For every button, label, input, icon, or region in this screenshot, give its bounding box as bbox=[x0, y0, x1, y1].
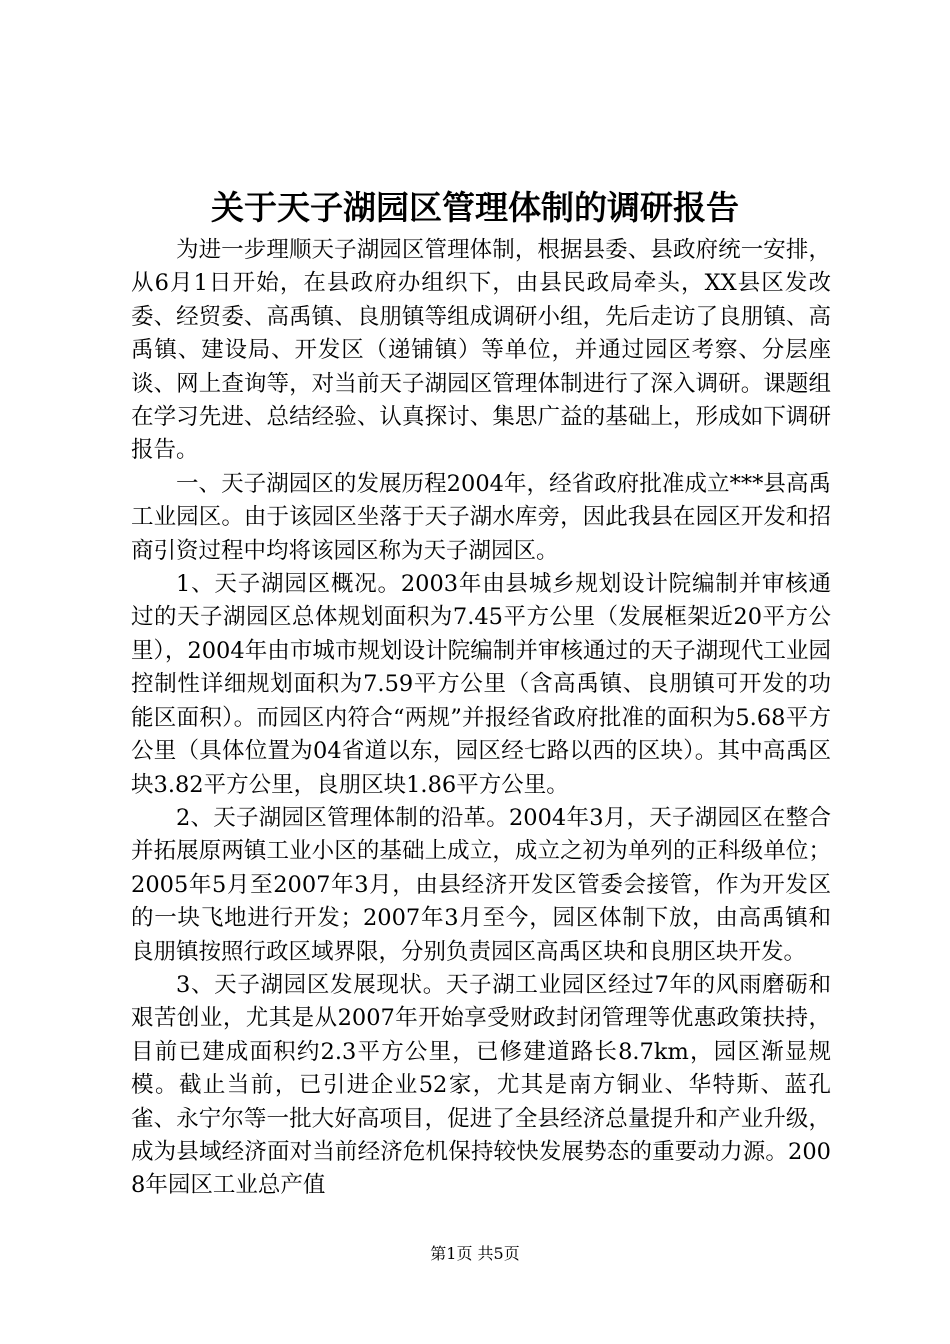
paragraph-status: 3、天子湖园区发展现状。天子湖工业园区经过7年的风雨磨砺和艰苦创业，尤其是从2007年开始享受财政封闭管理等优惠政策扶持，目前已建成面积约2.3平方公里，已修建道路长8.7km，园区渐显规模。截止当前，已引进企业52家，尤其是南方铜业、华特斯、蓝孔雀、永宁尔等一批大好高项目，促进了全县经济总量提升和产业升级，成为县域经济面对当前经济危机保持较快发展势态的重要动力源。2008年园区工业总产值 bbox=[131, 971, 831, 1199]
document-body bbox=[131, 234, 831, 1203]
paragraph-section-1: 一、天子湖园区的发展历程2004年，经省政府批准成立***县高禹工业园区。由于该园区坐落于天子湖水库旁，因此我县在园区开发和招商引资过程中均将该园区称为天子湖园区。 bbox=[131, 470, 831, 564]
paragraph-history: 2、天子湖园区管理体制的沿革。2004年3月，天子湖园区在整合并拓展原两镇工业小区的基础上成立，成立之初为单列的正科级单位；2005年5月至2007年3月，由县经济开发区管委会接管，作为开发区的一块飞地进行开发；2007年3月至今，园区体制下放，由高禹镇和良朋镇按照行政区域界限，分别负责园区高禹区块和良朋区块开发。 bbox=[131, 804, 831, 965]
document-title: 关于天子湖园区管理体制的调研报告 bbox=[211, 188, 739, 227]
paragraph-overview: 1、天子湖园区概况。2003年由县城乡规划设计院编制并审核通过的天子湖园区总体规划面积为7.45平方公里（发展框架近20平方公里），2004年由市城市规划设计院编制并审核通过的天子湖现代工业园控制性详细规划面积为7.59平方公里（含高禹镇、良朋镇可开发的功能区面积）。而园区内符合“两规”并报经省政府批准的面积为5.68平方公里（具体位置为04省道以东，园区经七路以西的区块）。其中高禹区块3.82平方公里，良朋区块1.86平方公里。 bbox=[131, 571, 831, 798]
page-footer: 第1页 共5页 bbox=[430, 1244, 520, 1263]
paragraph-intro: 为进一步理顺天子湖园区管理体制，根据县委、县政府统一安排，从6月1日开始，在县政府办组织下，由县民政局牵头，XX县区发改委、经贸委、高禹镇、良朋镇等组成调研小组，先后走访了良朋镇、高禹镇、建设局、开发区（递铺镇）等单位，并通过园区考察、分层座谈、网上查询等，对当前天子湖园区管理体制进行了深入调研。课题组在学习先进、总结经验、认真探讨、集思广益的基础上，形成如下调研报告。 bbox=[131, 237, 831, 464]
